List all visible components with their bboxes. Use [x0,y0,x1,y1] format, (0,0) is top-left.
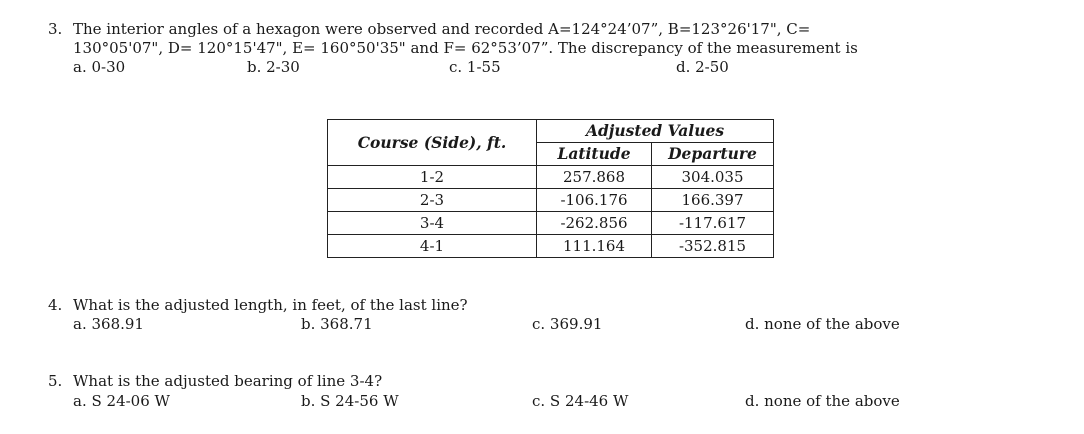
question-3-text-line-2: 130°05'07", D= 120°15'47", E= 160°50'35" and F= 62°53’07”. The discrepancy of the measurement is [73,39,858,57]
header-latitude: Latitude [537,143,652,166]
table-row [328,212,774,235]
table-row [328,235,774,258]
question-3-text-line-1: The interior angles of a hexagon were observed and recorded A=124°24’07”, B=123°26'17", C= [73,20,811,38]
question-3-option-b: b. 2-30 [247,58,300,76]
question-5-option-b: b. S 24-56 W [301,392,399,410]
question-4-option-d: d. none of the above [745,315,900,333]
question-4-option-a: a. 368.91 [73,315,144,333]
cell-course: 2-3 [328,189,537,212]
question-5-option-a: a. S 24-06 W [73,392,170,410]
cell-departure: -117.617 [652,212,774,235]
cell-departure: 304.035 [652,166,774,189]
question-3-option-d: d. 2-50 [676,58,729,76]
question-3-option-a: a. 0-30 [73,58,126,76]
cell-course: 1-2 [328,166,537,189]
cell-latitude: -106.176 [537,189,652,212]
cell-departure: 166.397 [652,189,774,212]
header-adjusted-values: Adjusted Values [537,120,774,143]
question-5-text: What is the adjusted bearing of line 3-4? [73,372,383,390]
header-course: Course (Side), ft. [328,120,537,166]
cell-departure: -352.815 [652,235,774,258]
question-3-option-c: c. 1-55 [449,58,501,76]
question-4-option-c: c. 369.91 [532,315,603,333]
header-departure: Departure [652,143,774,166]
cell-latitude: 257.868 [537,166,652,189]
question-4-text: What is the adjusted length, in feet, of the last line? [73,296,468,314]
question-4-option-b: b. 368.71 [301,315,373,333]
cell-course: 3-4 [328,212,537,235]
question-5-number: 5. [48,372,63,390]
question-5-option-c: c. S 24-46 W [532,392,629,410]
cell-course: 4-1 [328,235,537,258]
table-row [328,166,774,189]
question-4-number: 4. [48,296,63,314]
cell-latitude: -262.856 [537,212,652,235]
cell-latitude: 111.164 [537,235,652,258]
question-3-number: 3. [48,20,63,38]
table-row [328,189,774,212]
question-5-option-d: d. none of the above [745,392,900,410]
adjusted-values-table [327,119,774,258]
